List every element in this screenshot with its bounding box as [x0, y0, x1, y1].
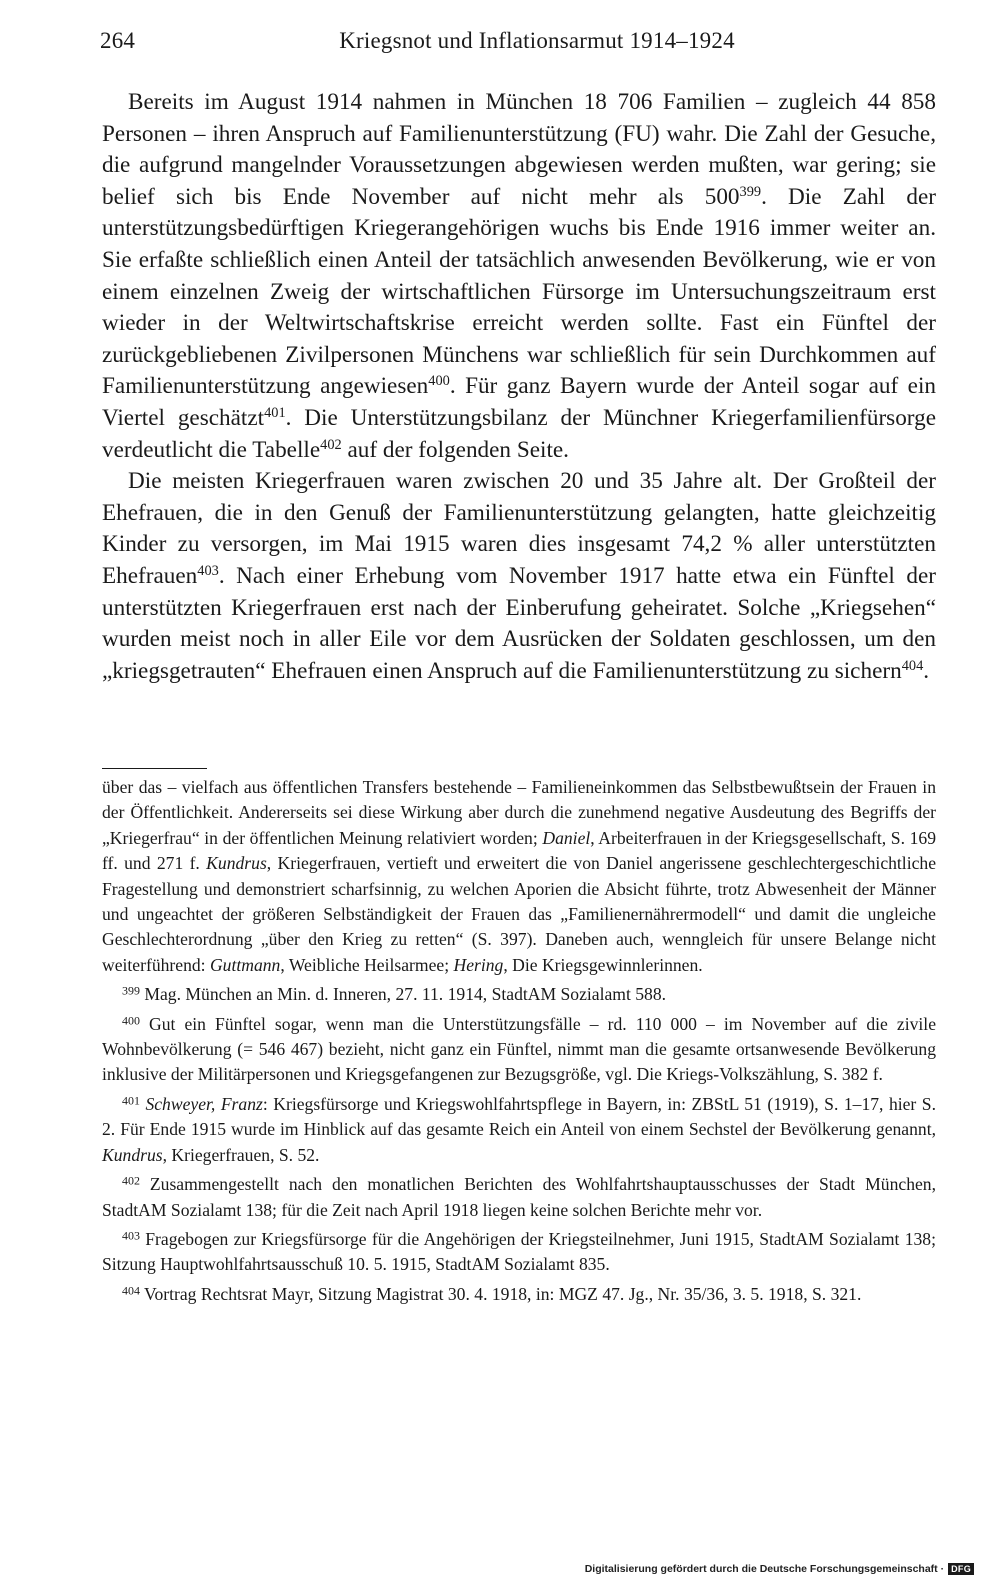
footnote-text: : Kriegsfürsorge und Kriegswohlfahrtspflege in Bayern, in: ZBStL 51 (1919), S. 1–17, hier S. 2. Für Ende 1915 wurde im Hinblick auf das gesamte Reich ein Anteil von einem Sechstel der Bevölkerung genannt,	[102, 1093, 936, 1140]
footnote-403	[102, 1227, 936, 1278]
digitization-footer	[585, 1560, 974, 1578]
footnote-text: Gut ein Fünftel sogar, wenn man die Unterstützungsfälle – rd. 110 000 – im November auf die zivile Wohnbevölkerung (= 546 467) bezieht, nicht ganz ein Fünftel, nimmt man die gesamte ortsanwesende Bevölkerung inklusive der Militärpersonen und Kriegsgefangenen zur Bezugsgröße, vgl. Die Kriegs-Volkszählung, S. 382 f.	[102, 1013, 936, 1085]
author-name: Kundrus	[102, 1144, 163, 1165]
footnote-number: 403	[122, 1228, 140, 1243]
footer-text: Digitalisierung gefördert durch die Deutsche Forschungsgemeinschaft ·	[584, 1563, 945, 1575]
paragraph	[102, 87, 936, 466]
dfg-logo-icon: DFG	[948, 1563, 974, 1575]
footnote-number: 399	[122, 983, 140, 998]
footnote-number: 401	[122, 1093, 140, 1108]
text-run: . Die Unterstützungsbilanz der Münchner Kriegerfamilienfürsorge verdeutlicht die Tabelle	[102, 404, 936, 463]
text-run: . Für ganz Bayern wurde der Anteil sogar auf ein Viertel geschätzt	[102, 373, 936, 431]
footnote-402	[102, 1172, 936, 1223]
running-title: Kriegsnot und Inflationsarmut 1914–1924	[339, 28, 735, 53]
text-run: . Die Zahl der unterstützungsbedürftigen Kriegerangehörigen wuchs bis Ende 1916 immer weiter an. Sie erfaßte schließlich einen Anteil der tatsächlich anwesenden Bevölkerung, wie er von einem einzelnen Zweig der wirtschaftlichen Fürsorge im Untersuchungszeitraum erst wieder in der Weltwirtschaftskrise erreicht werden sollte. Fast ein Fünftel der zurückgebliebenen Zivilpersonen Münchens war schließlich für sein Durchkommen auf Familienunterstützung angewiesen	[102, 183, 937, 400]
author-name: Guttmann	[209, 954, 281, 975]
text-run: , Die Kriegsgewinnlerinnen.	[503, 954, 703, 975]
footnote-400	[102, 1012, 936, 1088]
author-name: Kundrus	[206, 853, 267, 874]
text-run: , Kriegerfrauen, vertieft und erweitert die von Daniel angerissene geschlechtergeschichtliche Fragestellung und demonstriert scharfsinnig, zu welchen Aporien die Absicht führte, trotz Abwesenheit der Männer und ungeachtet der größeren Selbständigkeit der Frauen das „Familienernährermodell“ und damit die ungleiche Geschlechterordnung „über den Krieg zu retten“ (S. 397). Daneben auch, wenngleich für unsere Belange nicht weiterführend:	[102, 853, 936, 975]
author-name: Schweyer, Franz	[139, 1093, 263, 1114]
author-name: Daniel	[542, 827, 591, 848]
text-run: , Weibliche Heilsarmee;	[280, 954, 454, 975]
footnote-text: , Kriegerfrauen, S. 52.	[162, 1144, 320, 1165]
footnote-ref: 399	[739, 183, 762, 200]
footnote-ref: 402	[320, 436, 342, 453]
text-run: .	[923, 657, 930, 684]
text-run: über das – vielfach aus öffentlichen Transfers bestehende – Familieneinkommen das Selbstbewußtsein der Frauen in der Öffentlichkeit. Andererseits sei diese Wirkung aber durch die zunehmend negative Ausdeutung des Begriffs der „Kriegerfrau“ in der öffentlichen Meinung relativiert worden;	[102, 777, 936, 848]
text-run: Die meisten Kriegerfrauen waren zwischen 20 und 35 Jahre alt. Der Großteil der Ehefrauen, die in den Genuß der Familienunterstützung gelangten, hatte gleichzeitig Kinder zu versorgen, im Mai 1915 waren dies insgesamt 74,2 % aller unterstützten Ehefrauen	[102, 468, 936, 589]
footnote-text: Vortrag Rechtsrat Mayr, Sitzung Magistrat 30. 4. 1918, in: MGZ 47. Jg., Nr. 35/36, 3. 5. 1918, S. 321.	[139, 1283, 862, 1304]
footnote-404	[102, 1282, 936, 1307]
footnote-ref: 404	[901, 657, 924, 674]
footnote-text: Mag. München an Min. d. Inneren, 27. 11. 1914, StadtAM Sozialamt 588.	[139, 984, 667, 1005]
footnote-ref: 401	[264, 405, 286, 422]
footnotes	[102, 775, 936, 1307]
footnote-number: 400	[122, 1013, 140, 1028]
footnote-ref: 403	[197, 563, 219, 579]
footnote-continuation	[102, 775, 936, 978]
text-run: , Arbeiterfrauen in der Kriegsgesellschaft, S. 169 ff. und 271 f.	[102, 827, 936, 874]
text-run: Bereits im August 1914 nahmen in München 18 706 Familien – zugleich 44 858 Personen – ihren Anspruch auf Familienunterstützung (FU) wahr. Die Zahl der Gesuche, die aufgrund mangelnder Voraussetzungen abgewiesen werden mußten, war gering; sie belief sich bis Ende November auf nicht mehr als 500	[102, 89, 936, 210]
footnote-ref: 400	[428, 373, 450, 390]
text-run: . Nach einer Erhebung vom November 1917 hatte etwa ein Fünftel der unterstützten Kriegerfrauen erst nach der Einberufung geheiratet. Solche „Kriegsehen“ wurden meist noch in aller Eile vor dem Ausrücken der Soldaten geschlossen, um den „kriegsgetrauten“ Ehefrauen einen Anspruch auf die Familienunterstützung zu sichern	[102, 562, 936, 684]
footnote-divider	[102, 768, 207, 769]
footnote-text: Fragebogen zur Kriegsfürsorge für die Angehörigen der Kriegsteilnehmer, Juni 1915, StadtAM Sozialamt 138; Sitzung Hauptwohlfahrtsausschuß 10. 5. 1915, StadtAM Sozialamt 835.	[102, 1228, 936, 1275]
footnote-number: 402	[122, 1173, 140, 1188]
footnote-text: Zusammengestellt nach den monatlichen Berichten des Wohlfahrtshauptausschusses der Stadt München, StadtAM Sozialamt 138; für die Zeit nach April 1918 liegen keine solchen Berichte mehr vor.	[102, 1174, 936, 1220]
text-run: auf der folgenden Seite.	[341, 436, 569, 463]
page-number: 264	[100, 28, 136, 53]
author-name: Hering	[453, 954, 504, 975]
footnote-399	[102, 982, 936, 1007]
page-header	[98, 28, 936, 64]
main-text	[102, 87, 936, 687]
footnote-number: 404	[122, 1283, 140, 1298]
paragraph	[102, 466, 936, 687]
footnote-401	[102, 1092, 936, 1168]
